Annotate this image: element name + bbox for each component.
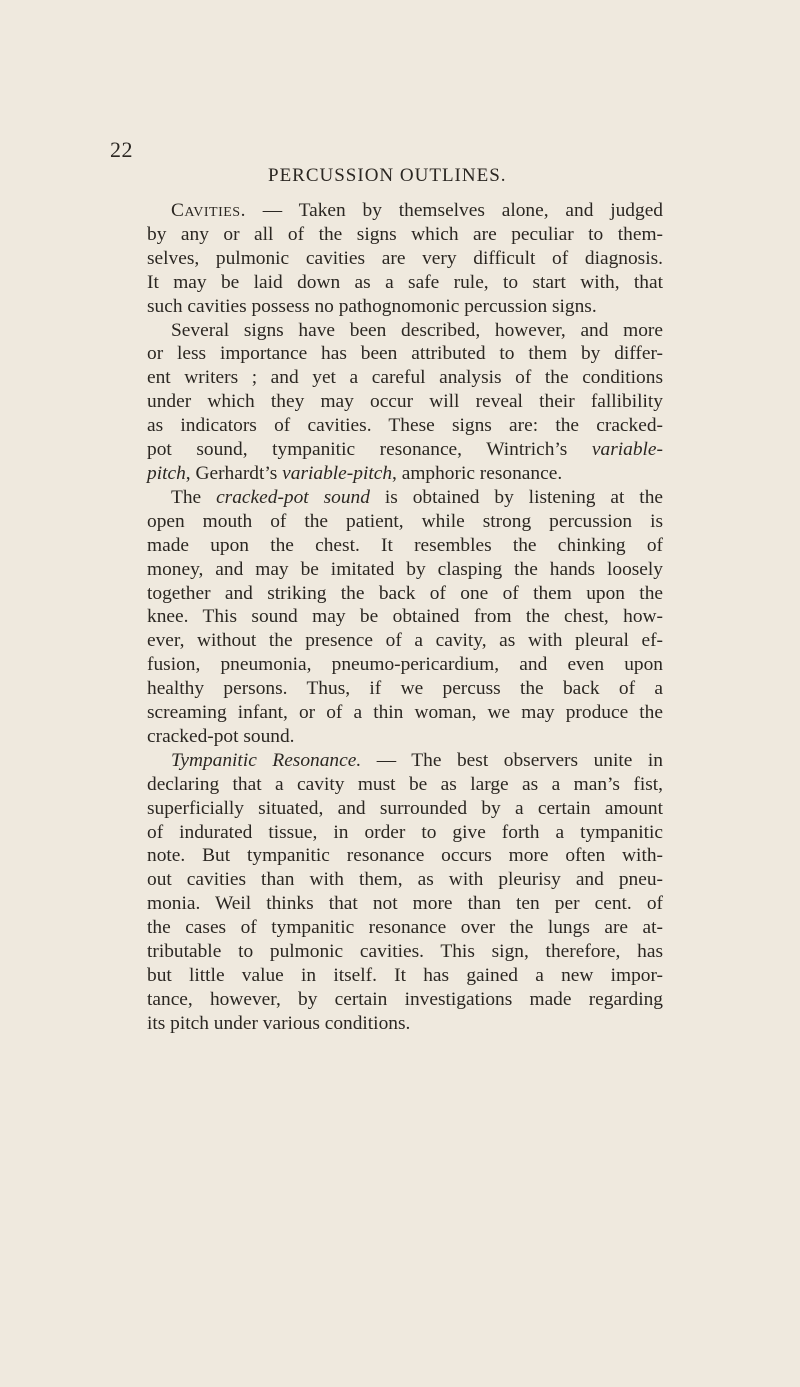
text-run: — Taken by themselves alone, and judged <box>245 200 663 221</box>
text-line <box>147 988 663 1012</box>
text-run: note. But tympanitic resonance occurs more often with- <box>147 845 663 867</box>
text-line <box>147 892 663 916</box>
text-run: pot sound, tympanitic resonance, Wintrich’s <box>147 439 592 461</box>
text-run: by any or all of the signs which are peculiar to them- <box>147 223 663 245</box>
text-run: together and striking the back of one of them upon the <box>147 582 663 604</box>
text-run: out cavities than with them, as with pleurisy and pneu- <box>147 869 663 891</box>
text-run: made upon the chest. It resembles the chinking of <box>147 534 663 556</box>
text-line <box>147 366 663 390</box>
section-heading: Cavities. <box>171 200 246 221</box>
text-line <box>147 390 663 414</box>
text-line <box>147 677 663 701</box>
text-run: Several signs have been described, however, and more <box>171 319 663 341</box>
text-run: screaming infant, or of a thin woman, we may produce the <box>147 702 663 724</box>
text-line <box>147 534 663 558</box>
text-line <box>147 582 663 606</box>
text-line <box>147 629 663 653</box>
text-line <box>147 438 663 462</box>
text-run: or less importance has been attributed to them by differ- <box>147 343 663 365</box>
text-run: The <box>171 486 217 508</box>
text-line <box>147 605 663 629</box>
text-line <box>147 797 663 821</box>
text-run: tance, however, by certain investigations made regarding <box>147 988 663 1010</box>
text-line <box>147 223 663 247</box>
text-run: of indurated tissue, in order to give forth a tympanitic <box>147 821 663 843</box>
italic-term: Tympanitic Resonance. <box>171 749 362 771</box>
text-line <box>147 414 663 438</box>
text-run: , amphoric resonance. <box>392 462 563 484</box>
text-run: is obtained by listening at the <box>369 486 663 508</box>
text-line <box>147 486 663 510</box>
text-run: its pitch under various conditions. <box>147 1012 411 1034</box>
text-run: the cases of tympanitic resonance over the lungs are at- <box>147 917 663 939</box>
page-number: 22 <box>110 137 133 162</box>
text-run: under which they may occur will reveal their fallibility <box>147 391 663 413</box>
text-line <box>147 271 663 295</box>
text-run: selves, pulmonic cavities are very difficult of diagnosis. <box>147 247 663 269</box>
text-line <box>147 653 663 677</box>
text-line <box>147 558 663 582</box>
italic-term: cracked-pot sound <box>216 486 370 508</box>
text-run: cracked-pot sound. <box>147 725 295 747</box>
text-run: as indicators of cavities. These signs are: the cracked- <box>147 415 663 437</box>
text-run: knee. This sound may be obtained from the chest, how- <box>147 606 663 628</box>
text-run: such cavities possess no pathognomonic percussion signs. <box>147 295 597 317</box>
text-run: , Gerhardt’s <box>185 462 283 484</box>
text-line <box>147 821 663 845</box>
text-line <box>147 868 663 892</box>
text-run: ever, without the presence of a cavity, as with pleural ef- <box>147 630 663 652</box>
text-run: fusion, pneumonia, pneumo-pericardium, and even upon <box>147 654 663 676</box>
text-run: but little value in itself. It has gained a new impor- <box>147 965 663 986</box>
text-line <box>147 916 663 940</box>
text-line <box>147 940 663 964</box>
text-line <box>147 319 663 343</box>
text-line <box>147 295 663 319</box>
text-run: monia. Weil thinks that not more than ten per cent. of <box>147 893 663 915</box>
text-run: It may be laid down as a safe rule, to start with, that <box>147 271 663 293</box>
text-line <box>147 462 663 486</box>
text-run: money, and may be imitated by clasping the hands loosely <box>147 558 663 580</box>
text-run: open mouth of the patient, while strong percussion is <box>147 510 663 532</box>
text-run: superficially situated, and surrounded by a certain amount <box>147 797 663 819</box>
text-line <box>147 964 663 988</box>
text-run: tributable to pulmonic cavities. This sign, therefore, has <box>147 941 663 963</box>
text-line <box>147 199 663 223</box>
text-line <box>147 725 663 749</box>
text-run: — The best observers unite in <box>361 749 663 771</box>
italic-term: variable-pitch <box>282 462 393 484</box>
text-line <box>147 247 663 271</box>
text-line <box>147 749 663 773</box>
text-line <box>147 1012 663 1036</box>
body-text <box>147 199 663 1036</box>
text-line <box>147 844 663 868</box>
italic-term: pitch <box>147 462 186 484</box>
text-line <box>147 342 663 366</box>
text-run: declaring that a cavity must be as large as a man’s fist, <box>147 773 663 795</box>
text-run: healthy persons. Thus, if we percuss the back of a <box>147 678 663 700</box>
text-line <box>147 773 663 797</box>
running-head: PERCUSSION OUTLINES. <box>268 165 507 186</box>
text-line <box>147 510 663 534</box>
text-line <box>147 701 663 725</box>
italic-term: variable- <box>591 439 663 461</box>
text-run: ent writers ; and yet a careful analysis of the conditions <box>147 367 663 389</box>
